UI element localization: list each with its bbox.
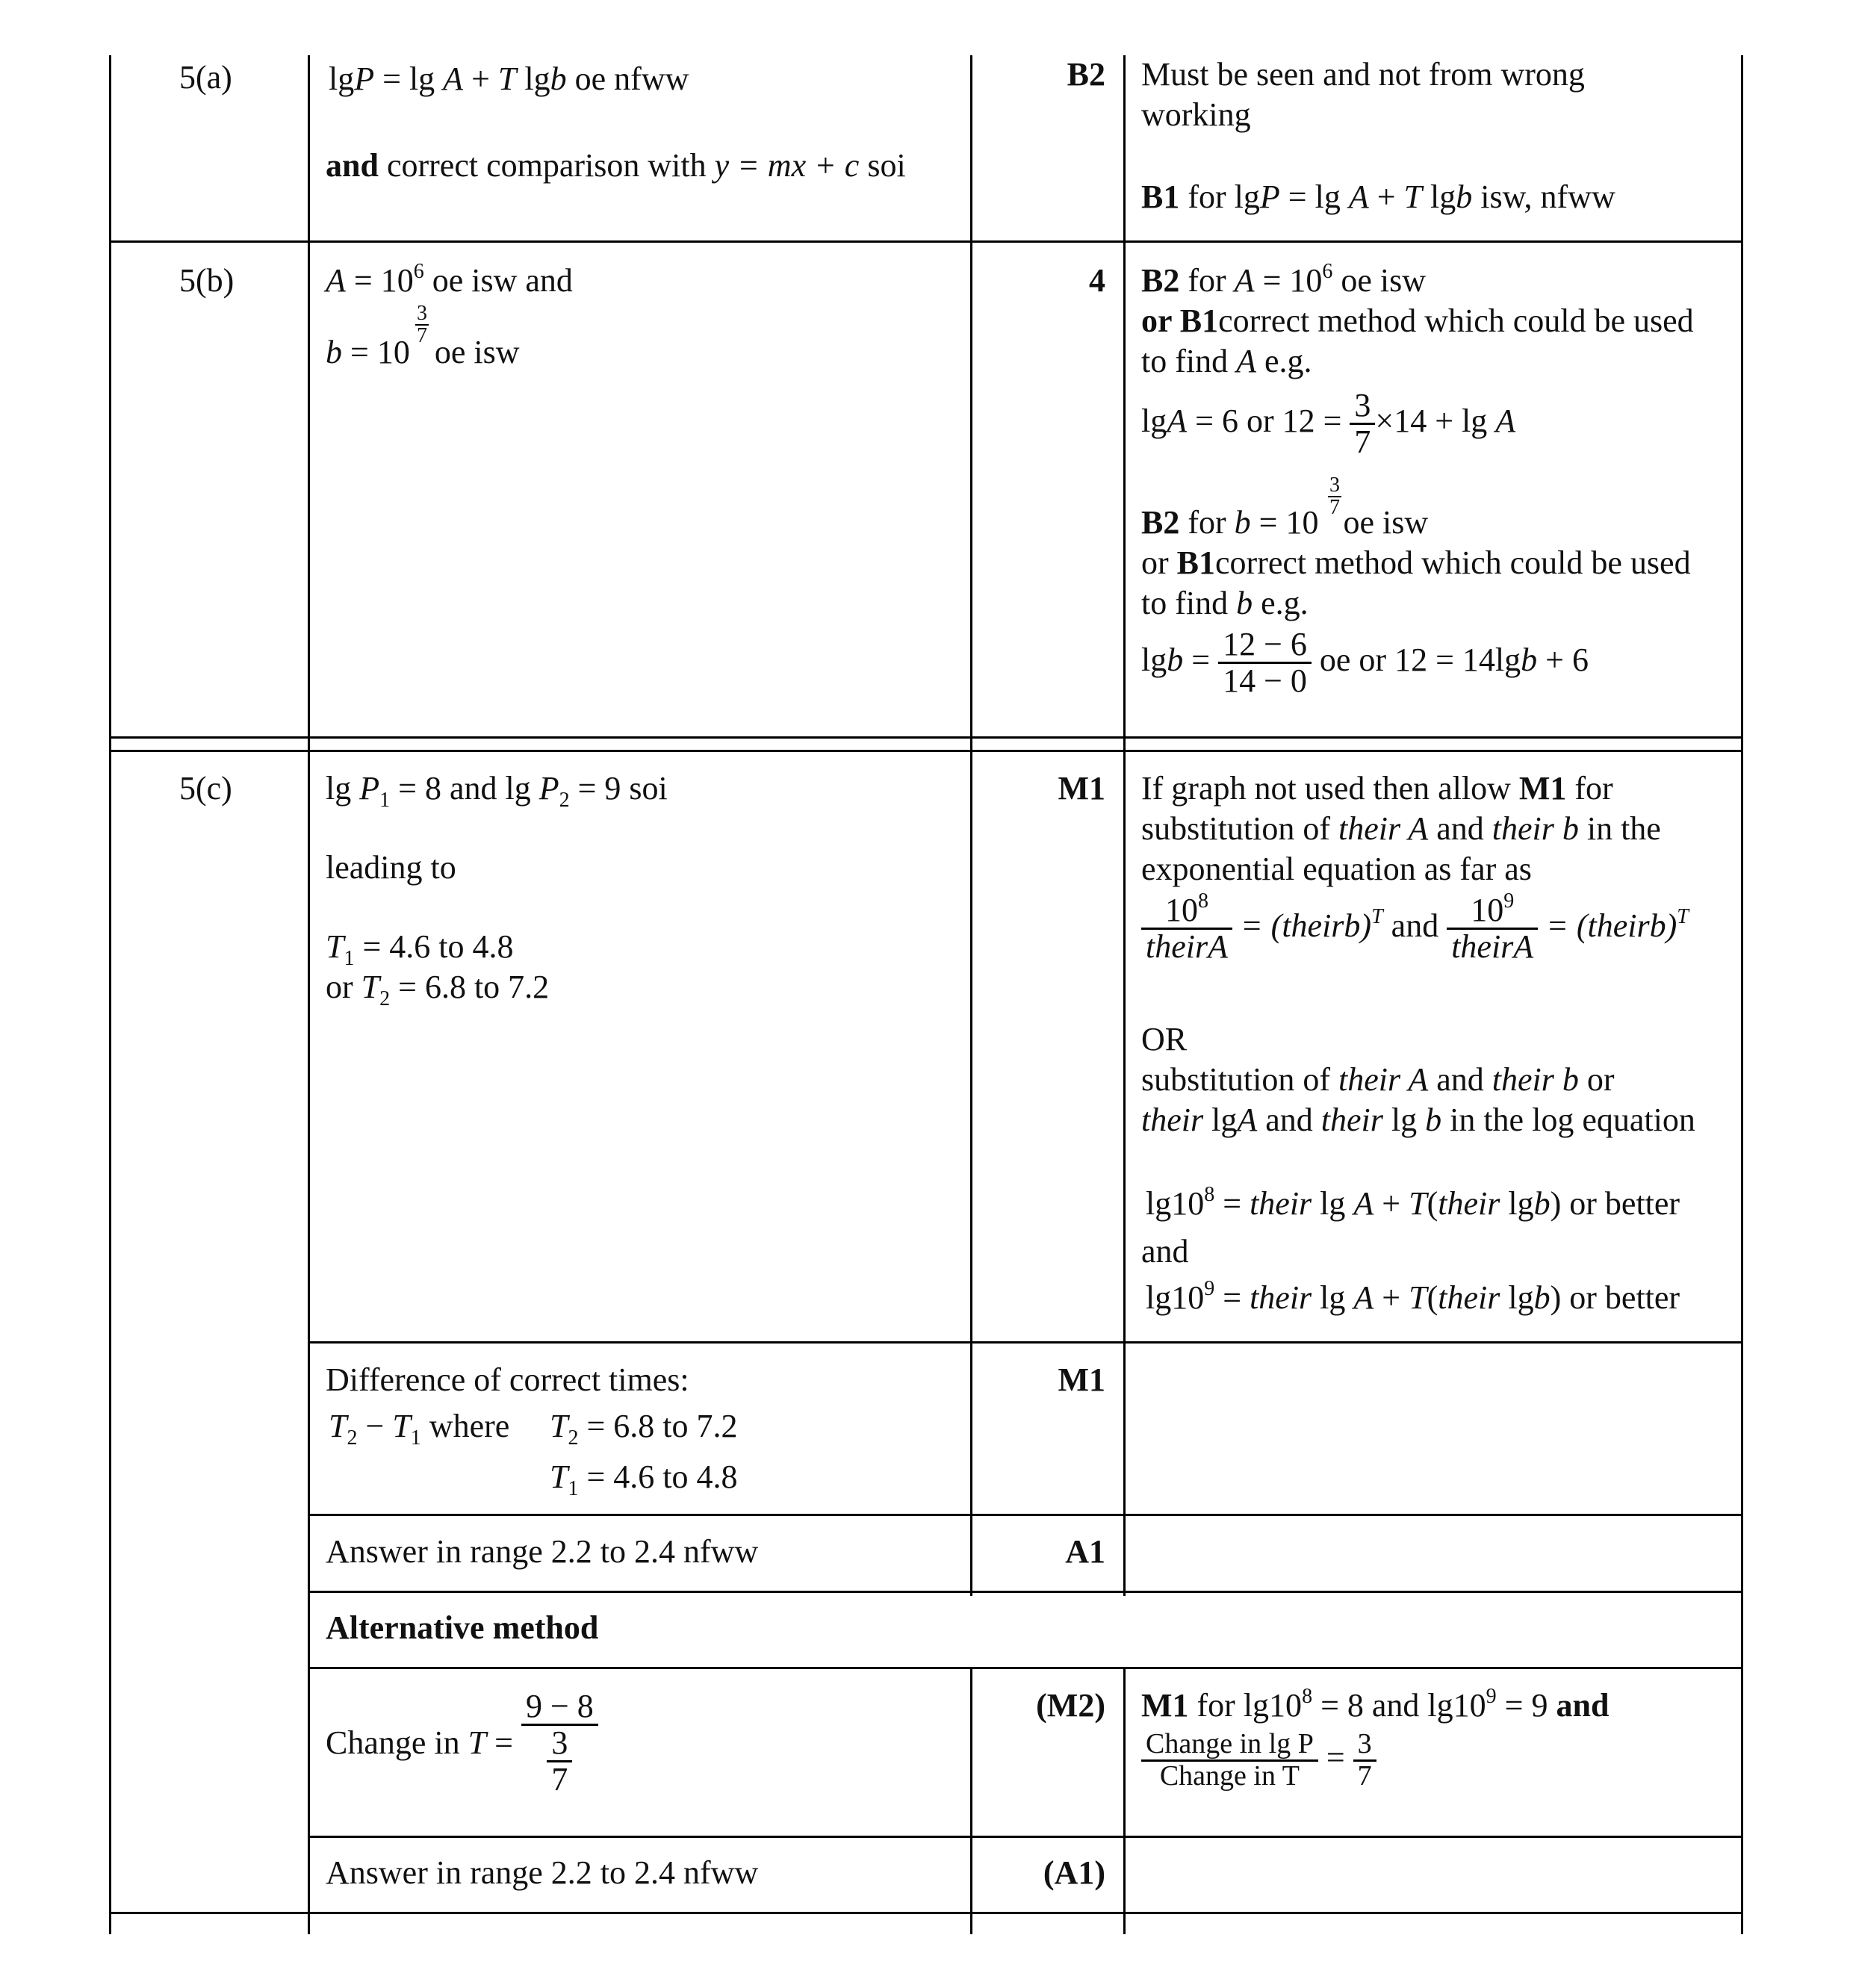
answer-line: $\lg P_1 = 8$ and $\lg P_2 = 9$ soi: [326, 770, 668, 812]
answer-line: b = 10 oe isw: [326, 334, 520, 370]
guidance-line: lgb = $\frac{12 - 6}{14 - 0}$ oe or 12 = 14lgb + 6: [1141, 626, 1589, 700]
answer-line: Answer in range 2.2 to 2.4 nfww: [326, 1533, 759, 1570]
guidance-line: substitution of their A and their b or: [1141, 1061, 1615, 1098]
section-heading: Alternative method: [326, 1609, 599, 1646]
question-number: 5(c): [179, 770, 232, 807]
answer-line: Difference of correct times:: [326, 1361, 689, 1398]
answer-line: $T_1 = 4.6$ to 4.8: [550, 1459, 738, 1500]
guidance-line: $\lg 10^8$ = their lg A + T(their lgb) or better: [1146, 1183, 1680, 1222]
guidance-line: to find b e.g.: [1141, 585, 1309, 621]
guidance-line: to find A e.g.: [1141, 343, 1312, 379]
grid-line: [308, 1591, 1743, 1593]
answer-line: $T_1 = 4.6$ to 4.8: [326, 928, 514, 970]
answer-line: Change in T = $\frac{9 - 8}{\frac{3}{7}}$: [326, 1689, 598, 1798]
grid-line: [109, 1912, 1743, 1914]
guidance-line: exponential equation as far as: [1141, 851, 1532, 887]
grid-line: [308, 1667, 1743, 1669]
guidance-line: $\frac{\text{Change in lg P}}{\text{Change in T}}$ = $\frac{3}{7}$: [1141, 1730, 1376, 1792]
answer-line: $T_2 - T_1$ where: [329, 1408, 510, 1450]
grid-line: [308, 55, 310, 1934]
answer-line: lgP = lg A + T lgb oe nfww: [329, 60, 689, 97]
guidance-line: and: [1141, 1233, 1189, 1270]
grid-line: [970, 1669, 972, 1934]
guidance-line: or B1correct method which could be used: [1141, 302, 1694, 339]
grid-line: [109, 240, 1743, 243]
guidance-line: B1 for lgP = lg A + T lgb isw, nfww: [1141, 178, 1615, 215]
exponent-fraction: $\frac{3}{7}$: [417, 302, 427, 347]
guidance-line: $\lg 10^9$ = their lg A + T(their lgb) or better: [1146, 1277, 1680, 1316]
answer-line: or $T_2 = 6.8$ to 7.2: [326, 969, 550, 1010]
guidance-line: working: [1141, 96, 1251, 133]
grid-line: [308, 1341, 1743, 1344]
answer-line: $T_2 = 6.8$ to 7.2: [550, 1408, 738, 1450]
grid-line: [1123, 1669, 1126, 1934]
guidance-line: or B1correct method which could be used: [1141, 544, 1691, 581]
mark-label: (M2): [1036, 1687, 1105, 1724]
grid-line: [109, 750, 1743, 752]
answer-line: leading to: [326, 849, 456, 886]
grid-line: [308, 1836, 1743, 1838]
guidance-line: lgA = 6 or 12 = $\frac{3}{7}$ ×14 + lg A: [1141, 387, 1516, 461]
mark-label: A1: [1065, 1533, 1105, 1570]
guidance-line: their lgA and their lg b in the log equation: [1141, 1102, 1695, 1138]
grid-line: [1741, 55, 1743, 1934]
grid-line: [1123, 55, 1126, 1596]
exponent-fraction: $\frac{3}{7}$: [1329, 473, 1340, 519]
guidance-line: OR: [1141, 1021, 1188, 1057]
grid-line: [109, 55, 111, 1934]
mark-label: M1: [1058, 770, 1105, 807]
mark-label: 4: [1089, 262, 1105, 299]
guidance-line: B2 for b = 10 oe isw: [1141, 504, 1429, 541]
guidance-line: substitution of their A and their b in the: [1141, 810, 1661, 847]
guidance-line: B2 for $A = 10^6$ oe isw: [1141, 260, 1427, 299]
guidance-line: Must be seen and not from wrong: [1141, 56, 1585, 93]
mark-label: M1: [1058, 1361, 1105, 1398]
question-number: 5(a): [179, 59, 232, 96]
answer-line: Answer in range 2.2 to 2.4 nfww: [326, 1854, 759, 1891]
guidance-line: $\frac{10^8}{\text{theirA}}$ = (theirb)$^T$ and $\frac{10^9}{\text{theirA}}$ = (theirb)$^T$: [1141, 893, 1689, 964]
answer-line: and correct comparison with y = mx + c soi: [326, 147, 906, 184]
grid-line: [308, 1514, 1743, 1516]
answer-line: $A = 10^6$ oe isw and: [326, 260, 573, 299]
mark-label: B2: [1067, 56, 1105, 93]
grid-line: [970, 55, 972, 1596]
question-number: 5(b): [179, 262, 235, 299]
guidance-line: If graph not used then allow M1 for: [1141, 770, 1613, 807]
grid-line: [109, 736, 1743, 739]
guidance-line: M1 for $\lg 10^8 = 8$ and $\lg 10^9 = 9$ and: [1141, 1685, 1610, 1724]
mark-label: (A1): [1043, 1854, 1105, 1891]
